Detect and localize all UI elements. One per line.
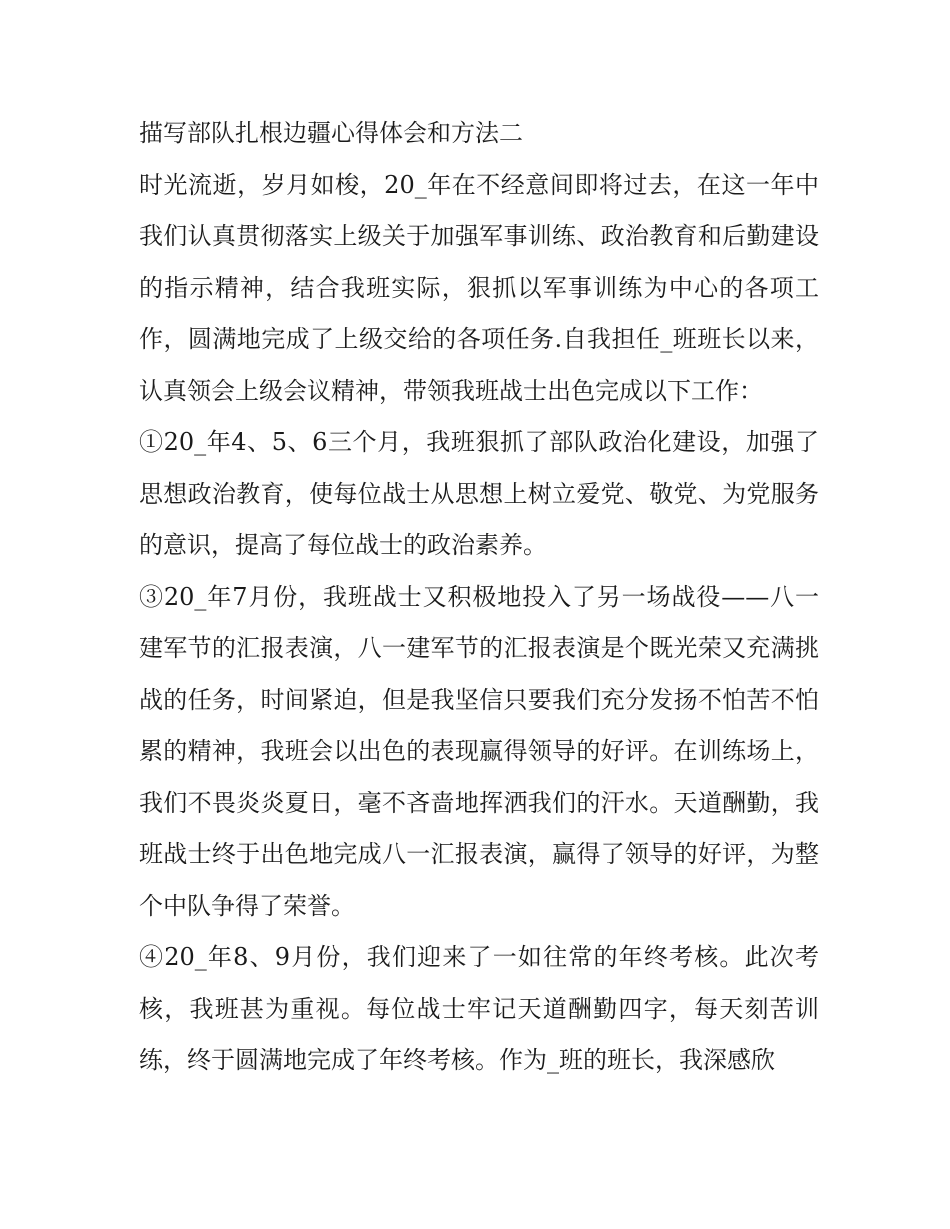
document-title: 描写部队扎根边疆心得体会和方法二 (139, 119, 523, 147)
paragraph-item-1: ①20_年4、5、6三个月，我班狠抓了部队政治化建设，加强了思想政治教育，使每位战士从思想上树立爱党、敬党、为党服务的意识，提高了每位战士的政治素养。 (139, 428, 819, 559)
paragraph-item-3: ③20_年7月份，我班战士又积极地投入了另一场战役——八一建军节的汇报表演，八一建军节的汇报表演是个既光荣又充满挑战的任务，时间紧迫，但是我坚信只要我们充分发扬不怕苦不怕累的精神，我班会以出色的表现赢得领导的好评。在训练场上，我们不畏炎炎夏日，毫不吝啬地挥洒我们的汗水。天道酬勤，我班战士终于出色地完成八一汇报表演，赢得了领导的好评，为整个中队争得了荣誉。 (139, 582, 819, 920)
paragraph-item-4: ④20_年8、9月份，我们迎来了一如往常的年终考核。此次考核，我班甚为重视。每位战士牢记天道酬勤四字，每天刻苦训练，终于圆满地完成了年终考核。作为_班的班长，我深感欣 (139, 943, 819, 1074)
document-body (139, 108, 819, 1087)
paragraph-intro: 时光流逝，岁月如梭，20_年在不经意间即将过去，在这一年中我们认真贯彻落实上级关于加强军事训练、政治教育和后勤建设的指示精神，结合我班实际，狠抓以军事训练为中心的各项工作，圆满地完成了上级交给的各项任务.自我担任_班班长以来，认真领会上级会议精神，带领我班战士出色完成以下工作： (139, 170, 819, 405)
